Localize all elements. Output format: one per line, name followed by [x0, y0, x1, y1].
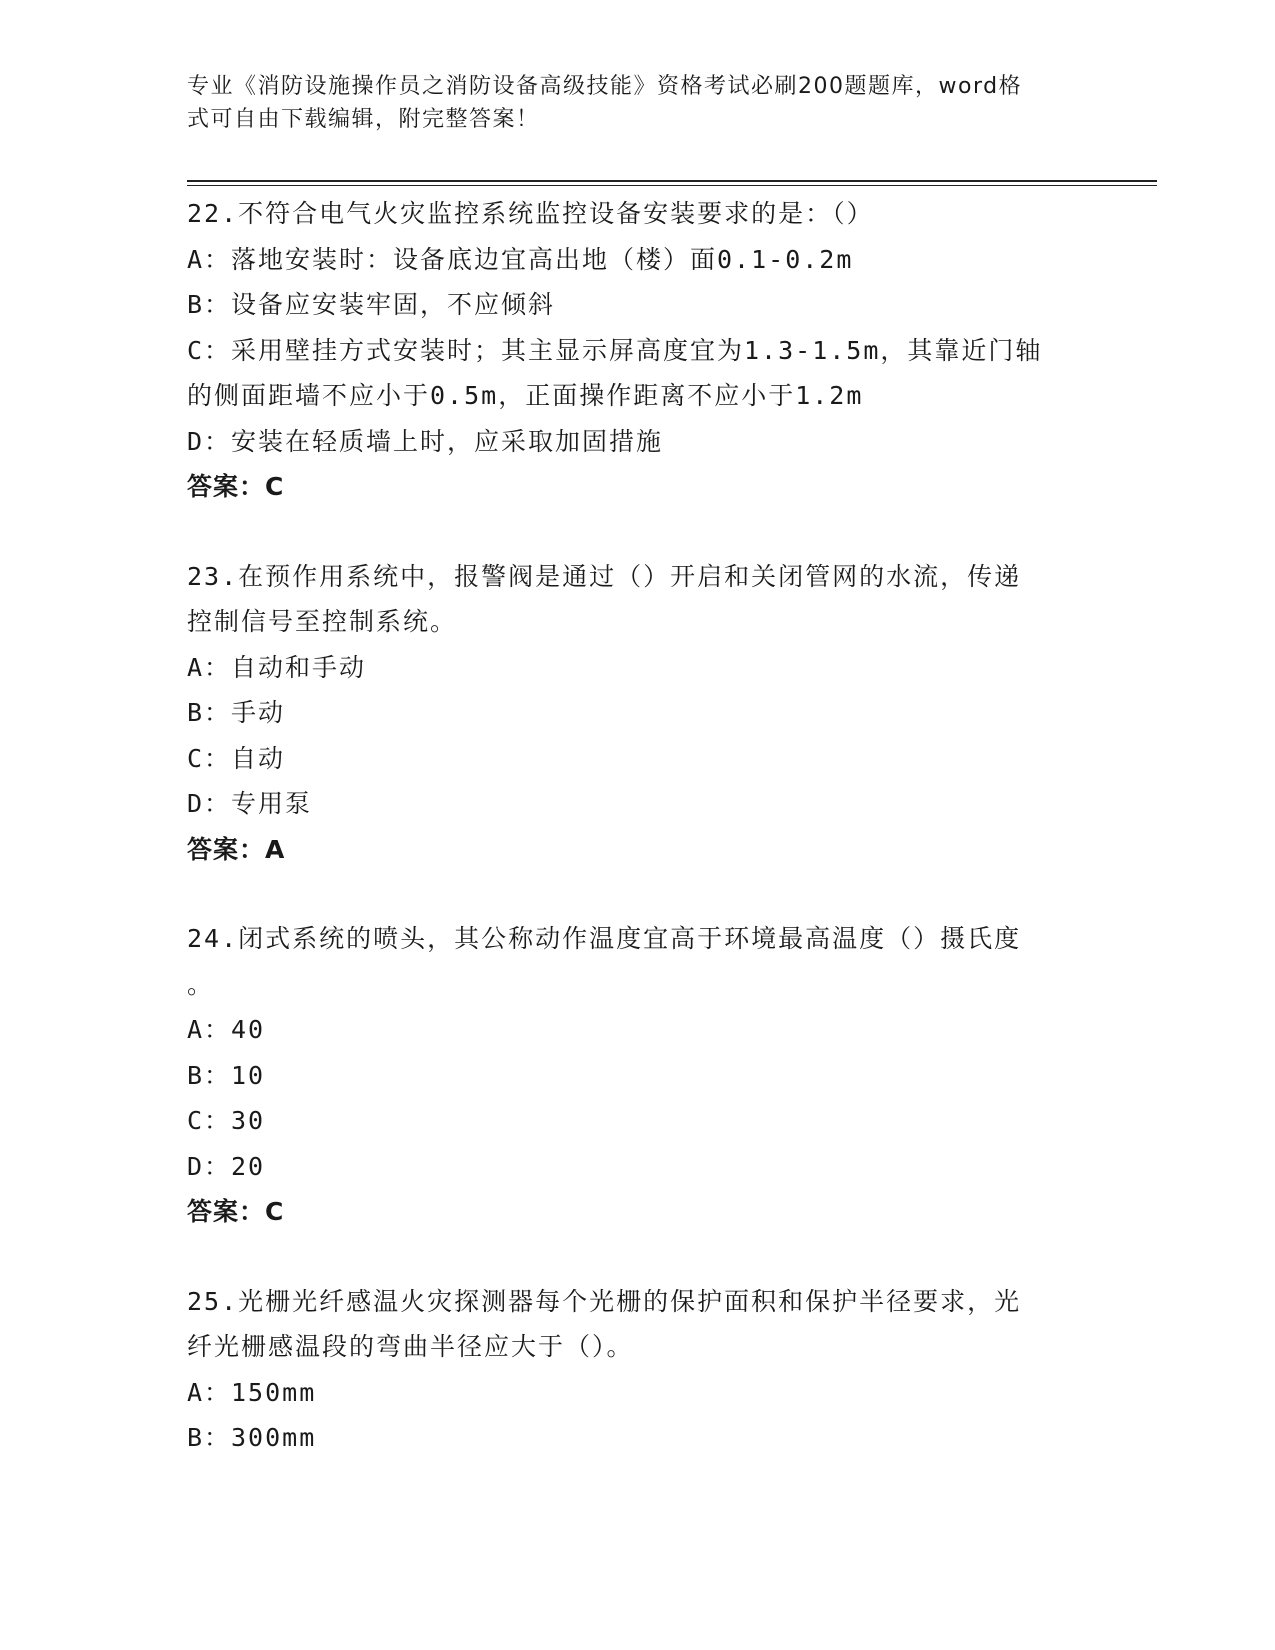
option-row	[187, 1007, 1087, 1053]
option-letter: A：	[187, 244, 232, 274]
option-row	[187, 781, 1087, 827]
option-text: 150mm	[231, 1377, 317, 1407]
question-block	[187, 191, 1087, 510]
option-text: 20	[231, 1151, 266, 1181]
option-text: 30	[231, 1106, 266, 1135]
answer-line	[187, 827, 1087, 873]
option-letter: A：	[187, 1377, 232, 1407]
option-row	[187, 237, 1087, 283]
option-text: 落地安装时：设备底边宜高出地（楼）面0.1-0.2m	[231, 244, 854, 274]
answer-label: 答案：	[187, 1197, 266, 1226]
option-row	[187, 1370, 1087, 1416]
option-row	[187, 690, 1087, 736]
option-row	[187, 328, 1087, 374]
option-row	[187, 1098, 1087, 1144]
answer-value: A	[265, 834, 286, 864]
question-stem-line: 24.闭式系统的喷头，其公称动作温度宜高于环境最高温度（）摄氏度	[187, 924, 1022, 953]
option-row	[187, 645, 1087, 691]
option-letter: C：	[187, 743, 232, 773]
option-letter: B：	[187, 290, 232, 319]
question-stem-line: 23.在预作用系统中，报警阀是通过（）开启和关闭管网的水流，传递	[187, 561, 1022, 591]
answer-value: C	[265, 472, 285, 501]
question-block	[187, 1279, 1087, 1461]
question-stem-line: 25.光栅光纤感温火灾探测器每个光栅的保护面积和保护半径要求，光	[187, 1286, 1022, 1316]
option-row	[187, 1415, 1087, 1461]
option-row	[187, 419, 1087, 465]
answer-label: 答案：	[187, 834, 266, 864]
option-text: 300mm	[231, 1423, 317, 1452]
option-row	[187, 1144, 1087, 1190]
question-stem-line: 纤光栅感温段的弯曲半径应大于（）。	[187, 1332, 634, 1361]
option-letter: C：	[187, 1106, 232, 1135]
option-letter: D：	[187, 1151, 232, 1181]
option-row	[187, 1053, 1087, 1099]
option-text: 采用壁挂方式安装时；其主显示屏高度宜为1.3-1.5m，其靠近门轴	[231, 335, 1043, 365]
answer-line	[187, 1189, 1087, 1235]
option-letter: D：	[187, 789, 232, 818]
option-text: 10	[231, 1060, 266, 1090]
option-letter: B：	[187, 1060, 232, 1090]
option-text: 自动	[231, 743, 286, 773]
option-text: 40	[231, 1015, 266, 1044]
option-letter: B：	[187, 698, 232, 727]
header-line-1: 专业《消防设施操作员之消防设备高级技能》资格考试必刷200题题库，word格	[187, 74, 1023, 99]
option-row	[187, 736, 1087, 782]
answer-value: C	[265, 1197, 285, 1226]
option-letter: D：	[187, 426, 232, 456]
question-list	[187, 191, 1087, 1461]
question-stem-line: 。	[187, 969, 215, 999]
question-stem-line: 22.不符合电气火灾监控系统监控设备安装要求的是：（）	[187, 199, 874, 228]
question-block	[187, 916, 1087, 1235]
header-line-2: 式可自由下载编辑，附完整答案！	[187, 107, 540, 132]
divider-thin-line	[187, 185, 1157, 186]
document-page	[187, 70, 1157, 1505]
option-text: 手动	[231, 698, 286, 727]
option-row	[187, 282, 1087, 328]
answer-label: 答案：	[187, 472, 266, 501]
answer-line	[187, 464, 1087, 510]
option-text: 安装在轻质墙上时，应采取加固措施	[231, 426, 664, 456]
option-letter: B：	[187, 1423, 232, 1452]
option-letter: A：	[187, 652, 232, 682]
question-stem-line: 控制信号至控制系统。	[187, 607, 458, 636]
option-letter: A：	[187, 1015, 232, 1044]
question-block	[187, 554, 1087, 873]
option-letter: C：	[187, 335, 232, 365]
option-text: 自动和手动	[231, 652, 367, 682]
option-text: 专用泵	[231, 789, 313, 818]
document-header	[187, 70, 1077, 136]
option-text: 设备应安装牢固，不应倾斜	[231, 290, 556, 319]
option-text-continuation: 的侧面距墙不应小于0.5m，正面操作距离不应小于1.2m	[187, 381, 864, 410]
header-divider	[187, 180, 1157, 186]
